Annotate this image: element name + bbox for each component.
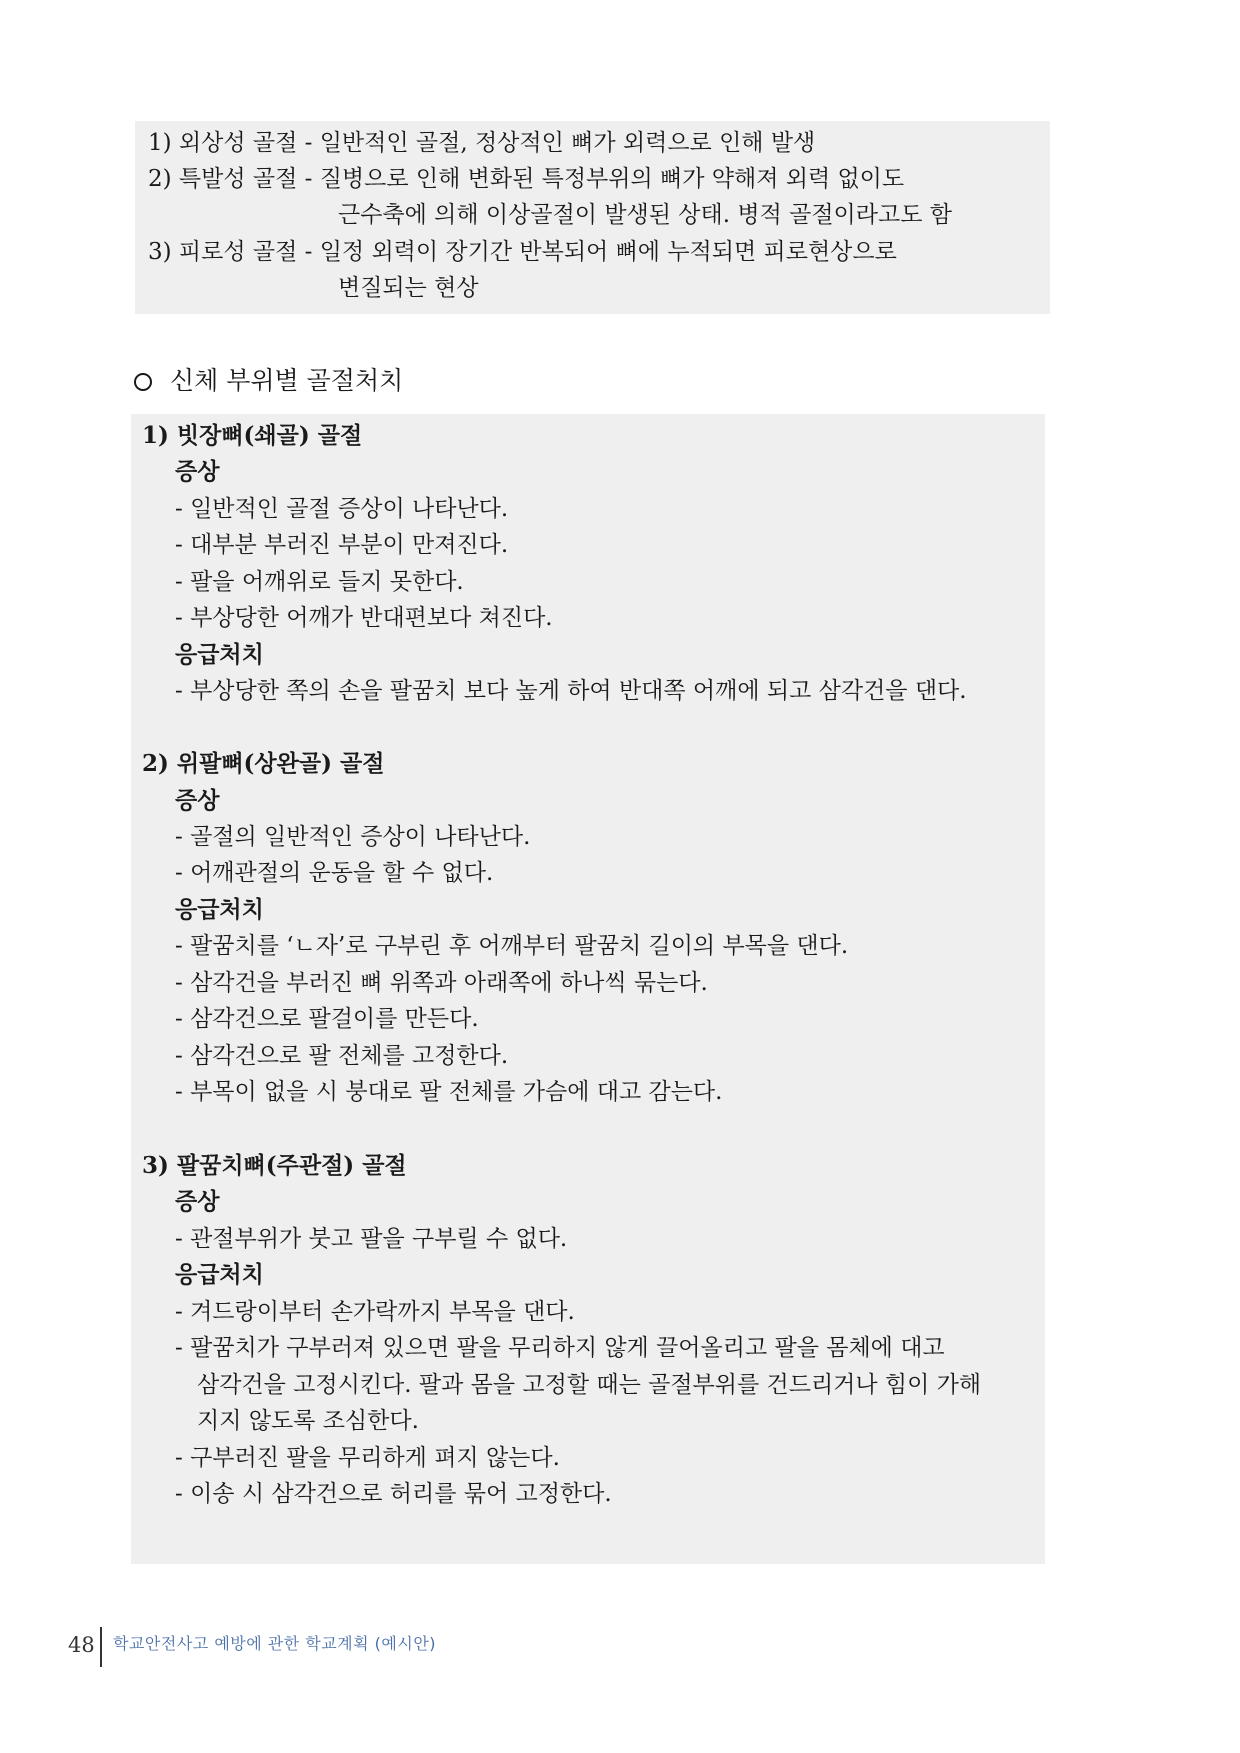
humerus-firstaid-3: - 삼각건으로 팔걸이를 만든다. [175,1006,479,1032]
circle-bullet-icon [134,373,152,391]
fracture-type-pathologic: 2) 특발성 골절 - 질병으로 인해 변화된 특정부위의 뼈가 약해져 외력 없이도 [148,166,905,192]
clavicle-firstaid-label: 응급처치 [175,641,264,668]
footer-title: 학교안전사고 예방에 관한 학교계획 (예시안) [113,1634,437,1653]
elbow-heading: 3) 팔꿈치뼈(주관절) 골절 [142,1152,407,1179]
fracture-type-fatigue: 3) 피로성 골절 - 일정 외력이 장기간 반복되어 뼈에 누적되면 피로현상으로 [148,239,897,265]
clavicle-firstaid-1: - 부상당한 쪽의 손을 팔꿈치 보다 높게 하여 반대쪽 어깨에 되고 삼각건을 댄다. [175,678,967,704]
fracture-type-pathologic-cont: 근수축에 의해 이상골절이 발생된 상태. 병적 골절이라고도 함 [338,202,952,228]
elbow-firstaid-2: - 팔꿈치가 구부러져 있으면 팔을 무리하지 않게 끌어올리고 팔을 몸체에 대고 [175,1335,945,1361]
elbow-firstaid-2-cont: 삼각건을 고정시킨다. 팔과 몸을 고정할 때는 골절부위를 건드리거나 힘이 가해 [197,1372,982,1398]
fracture-type-traumatic: 1) 외상성 골절 - 일반적인 골절, 정상적인 뼈가 외력으로 인해 발생 [148,130,816,156]
section-heading: 신체 부위별 골절처치 [170,366,404,395]
humerus-firstaid-2: - 삼각건을 부러진 뼈 위쪽과 아래쪽에 하나씩 묶는다. [175,970,708,996]
humerus-symptom-2: - 어깨관절의 운동을 할 수 없다. [175,860,494,886]
elbow-firstaid-label: 응급처치 [175,1261,264,1288]
clavicle-heading: 1) 빗장뼈(쇄골) 골절 [142,422,363,449]
humerus-symptoms-label: 증상 [175,787,220,814]
elbow-firstaid-2-cont2: 지지 않도록 조심한다. [197,1408,419,1434]
clavicle-symptom-4: - 부상당한 어깨가 반대편보다 쳐진다. [175,605,553,631]
elbow-symptoms-label: 증상 [175,1188,220,1215]
humerus-firstaid-4: - 삼각건으로 팔 전체를 고정한다. [175,1043,509,1069]
clavicle-symptom-2: - 대부분 부러진 부분이 만져진다. [175,532,509,558]
elbow-firstaid-3: - 구부러진 팔을 무리하게 펴지 않는다. [175,1445,560,1471]
humerus-firstaid-5: - 부목이 없을 시 붕대로 팔 전체를 가슴에 대고 감는다. [175,1079,723,1105]
clavicle-symptoms-label: 증상 [175,458,220,485]
footer-divider [100,1627,102,1667]
humerus-symptom-1: - 골절의 일반적인 증상이 나타난다. [175,824,531,850]
elbow-symptom-1: - 관절부위가 붓고 팔을 구부릴 수 없다. [175,1226,568,1252]
page-number: 48 [68,1633,95,1657]
humerus-firstaid-1: - 팔꿈치를 ‘ㄴ자’로 구부린 후 어깨부터 팔꿈치 길이의 부목을 댄다. [175,933,849,959]
humerus-heading: 2) 위팔뼈(상완골) 골절 [142,750,385,777]
humerus-firstaid-label: 응급처치 [175,896,264,923]
fracture-type-fatigue-cont: 변질되는 현상 [338,275,479,301]
clavicle-symptom-3: - 팔을 어깨위로 들지 못한다. [175,569,464,595]
elbow-firstaid-1: - 겨드랑이부터 손가락까지 부목을 댄다. [175,1299,575,1325]
elbow-firstaid-4: - 이송 시 삼각건으로 허리를 묶어 고정한다. [175,1481,612,1507]
clavicle-symptom-1: - 일반적인 골절 증상이 나타난다. [175,496,509,522]
